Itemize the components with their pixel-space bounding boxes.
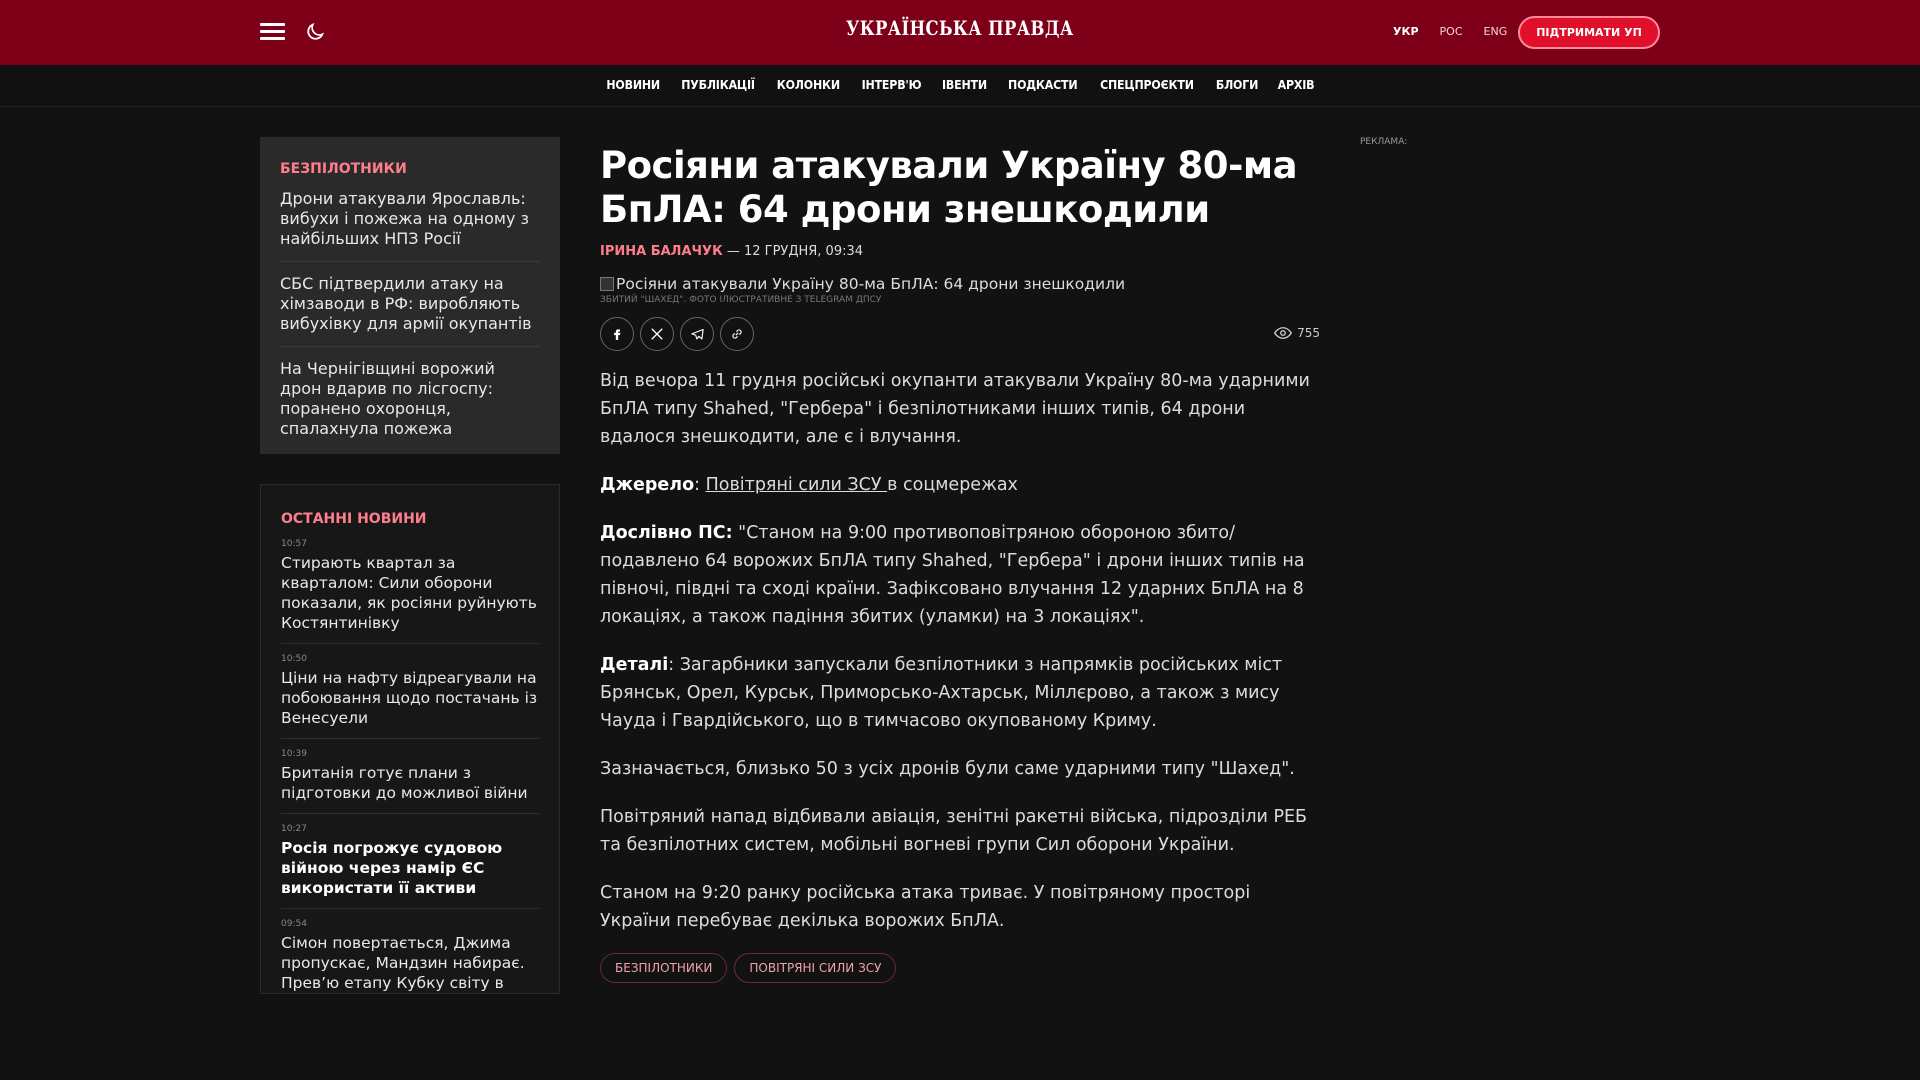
support-button[interactable]: ПІДТРИМАТИ УП — [1518, 16, 1660, 49]
telegram-share-button[interactable] — [680, 317, 714, 351]
details-label: Деталі — [600, 655, 669, 675]
news-time: 09:54 — [281, 919, 307, 929]
main-nav — [0, 65, 1920, 107]
article — [600, 144, 1320, 983]
topic-sidebar-item[interactable]: Дрони атакували Ярославль: вибухи і пожежа на одному з найбільших НПЗ Росії — [280, 189, 540, 262]
copy-link-button[interactable] — [720, 317, 754, 351]
topic-sidebar-item[interactable]: На Чернігівщині ворожий дрон вдарив по лісгоспу: поранено охоронця, спалахнула пожежа — [280, 359, 495, 438]
topic-sidebar — [260, 137, 560, 454]
facebook-share-button[interactable] — [600, 317, 634, 351]
news-time: 10:27 — [281, 824, 307, 834]
news-time: 10:57 — [281, 539, 307, 549]
latest-news-sidebar — [260, 484, 560, 994]
nav-item-podcasts[interactable]: ПОДКАСТИ — [1007, 78, 1078, 92]
telegram-icon — [690, 327, 705, 342]
image-caption: ЗБИТИЙ "ШАХЕД". ФОТО ІЛЮСТРАТИВНЕ З TELEGRAM ДПСУ — [600, 295, 882, 305]
lang-ros[interactable]: РОС — [1439, 25, 1463, 38]
news-item[interactable] — [281, 824, 539, 909]
tag-air-force[interactable]: ПОВІТРЯНІ СИЛИ ЗСУ — [734, 953, 896, 983]
ad-label: РЕКЛАМА: — [1360, 137, 1408, 147]
details-text: : Загарбники запускали безпілотники з напрямків російських міст Брянськ, Орел, Курськ, Приморсько-Ахтарськ, Міллєрово, а також з мису Чауда і Гвардійського, що в тимчасово окупованому Криму. — [600, 655, 1283, 731]
author-link[interactable]: ІРИНА БАЛАЧУК — [600, 244, 723, 259]
news-item[interactable] — [281, 749, 539, 814]
news-title[interactable]: Ціни на нафту відреагували на побоювання щодо постачань із Венесуели — [281, 669, 538, 727]
hamburger-menu-icon[interactable] — [260, 23, 285, 41]
news-item[interactable] — [281, 919, 539, 994]
news-time: 10:50 — [281, 654, 307, 664]
paragraph: Станом на 9:20 ранку російська атака триває. У повітряному просторі України перебуває декілька ворожих БпЛА. — [600, 883, 1251, 931]
topic-sidebar-item[interactable]: СБС підтвердили атаку на хімзаводи в РФ: виробляють вибухівку для армії окупантів — [280, 274, 540, 347]
article-date: — 12 ГРУДНЯ, 09:34 — [722, 244, 864, 259]
latest-news-title[interactable]: ОСТАННІ НОВИНИ — [281, 511, 427, 527]
news-title[interactable]: Росія погрожує судовою війною через намір ЄС використати її активи — [281, 839, 503, 897]
paragraph-source — [600, 471, 1320, 499]
moon-icon[interactable] — [304, 21, 326, 43]
x-icon — [650, 327, 664, 341]
source-sep: : — [694, 475, 706, 495]
quote-label: Дослівно ПС: — [600, 523, 733, 543]
views-count: 755 — [1297, 326, 1320, 340]
tag-list — [600, 953, 1320, 983]
source-rest: в соцмережах — [887, 475, 1018, 495]
nav-item-blogs[interactable]: БЛОГИ — [1215, 78, 1259, 92]
share-bar — [600, 317, 1320, 351]
source-link[interactable]: Повітряні сили ЗСУ — [705, 475, 888, 495]
byline — [600, 244, 1320, 259]
eye-icon — [1274, 327, 1292, 339]
nav-item-columns[interactable]: КОЛОНКИ — [776, 78, 841, 92]
hero-image — [600, 275, 1320, 293]
nav-item-events[interactable]: ІВЕНТИ — [941, 78, 987, 92]
link-icon — [730, 327, 744, 341]
paragraph-details — [600, 651, 1320, 735]
language-switcher — [1393, 25, 1528, 38]
news-title[interactable]: Стирають квартал за кварталом: Сили оборони показали, як росіяни руйнують Костянтинівку — [281, 554, 537, 632]
broken-image-icon — [600, 277, 614, 291]
facebook-icon — [610, 327, 624, 341]
paragraph: Зазначається, близько 50 з усіх дронів були саме ударними типу "Шахед". — [600, 759, 1295, 779]
article-title: Росіяни атакували Україну 80-ма БпЛА: 64 дрони знешкодили — [600, 144, 1298, 231]
news-title[interactable]: Сімон повертається, Джима пропускає, Мандзин набирає. Прев’ю етапу Кубку світу в — [281, 934, 525, 992]
topic-sidebar-title[interactable]: БЕЗПІЛОТНИКИ — [280, 161, 407, 177]
article-body — [600, 367, 1320, 935]
paragraph-quote — [600, 519, 1320, 631]
source-label: Джерело — [600, 475, 695, 495]
nav-item-interview[interactable]: ІНТЕРВ'Ю — [861, 78, 922, 92]
news-item[interactable] — [281, 539, 539, 644]
lang-ukr[interactable]: УКР — [1393, 25, 1419, 38]
nav-item-news[interactable]: НОВИНИ — [606, 78, 660, 92]
paragraph: Від вечора 11 грудня російські окупанти атакували Україну 80-ма ударними БпЛА типу Shahed, "Гербера" і безпілотниками інших типів, 64 дрони вдалося знешкодити, але є і влучання. — [600, 371, 1310, 447]
nav-item-specprojects[interactable]: СПЕЦПРОЄКТИ — [1100, 78, 1195, 92]
paragraph: Повітряний напад відбивали авіація, зенітні ракетні війська, підрозділи РЕБ та безпілотних систем, мобільні вогневі групи Сил оборони України. — [600, 807, 1308, 855]
hero-image-alt: Росіяни атакували Україну 80-ма БпЛА: 64 дрони знешкодили — [616, 275, 1126, 293]
tag-drones[interactable]: БЕЗПІЛОТНИКИ — [600, 953, 727, 983]
x-share-button[interactable] — [640, 317, 674, 351]
lang-eng[interactable]: ENG — [1483, 25, 1508, 38]
news-item[interactable] — [281, 654, 539, 739]
views-counter — [1274, 326, 1320, 340]
news-time: 10:39 — [281, 749, 307, 759]
top-bar — [0, 0, 1920, 65]
site-logo[interactable]: УКРАЇНСЬКА ПРАВДА — [846, 16, 1074, 40]
nav-item-publications[interactable]: ПУБЛІКАЦІЇ — [681, 78, 756, 92]
quote-text: "Станом на 9:00 противоповітряною обороною збито/подавлено 64 ворожих БпЛА типу Shahed, "Гербера" і дрони інших типів на півночі, півдні та сході країни. Зафіксовано влучання 12 ударних БпЛА на 8 локаціях, а також падіння збитих (уламки) на 3 локаціях". — [600, 523, 1305, 627]
nav-item-archive[interactable]: АРХІВ — [1277, 78, 1315, 92]
news-title[interactable]: Британія готує плани з підготовки до можливої війни — [281, 764, 528, 802]
